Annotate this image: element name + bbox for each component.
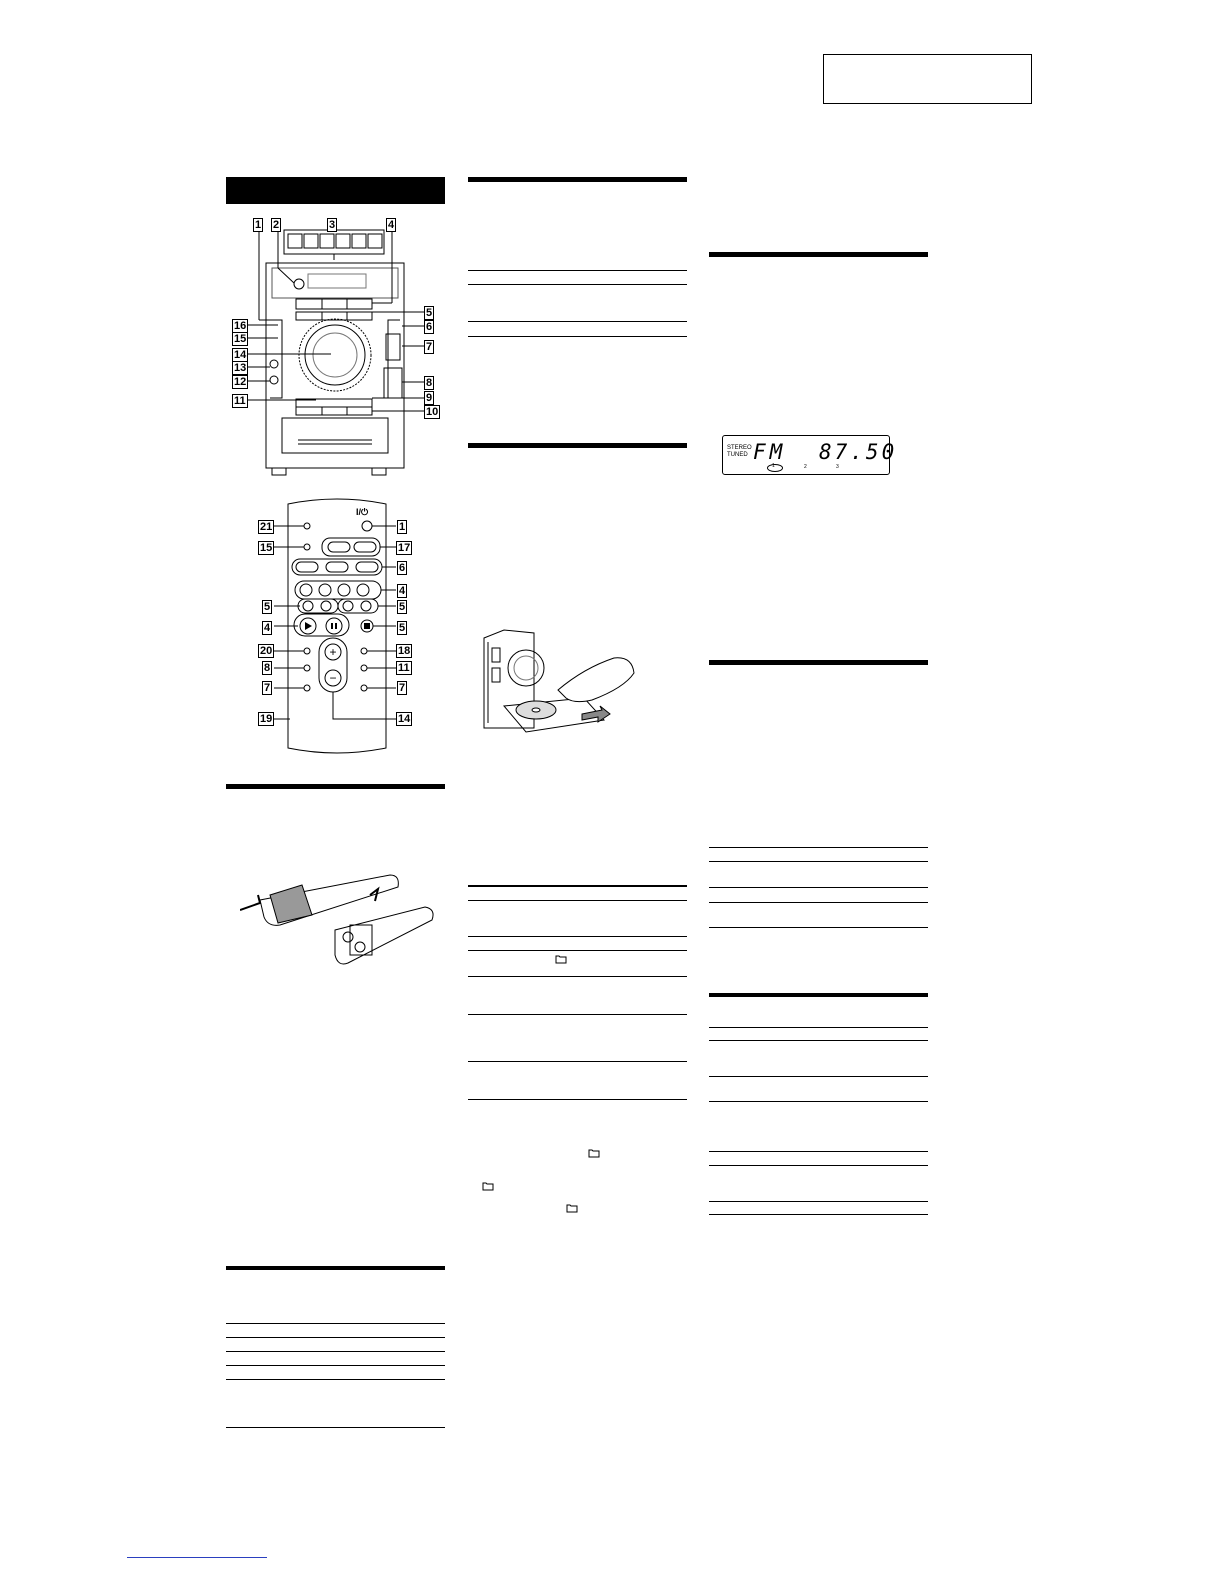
remote-callout-18: 18 [398,645,411,657]
remote-button [326,562,348,572]
top-button [288,234,302,248]
band-readout: FM [753,440,787,464]
callout-7: 7 [426,341,433,353]
callout-5: 5 [426,307,433,319]
pause-button [326,618,342,634]
frequency-readout: 87.50 [819,440,898,464]
remote-button [356,562,378,572]
volume-knob [305,325,365,385]
preset-mark-3: 3 [836,464,839,470]
remote-callout-14: 14 [398,713,411,725]
lower-buttons [296,407,372,415]
volume-minus-label: − [329,671,337,685]
preset-mark-2: 2 [804,464,807,470]
callout-9: 9 [426,392,433,404]
remote-callout-5: 5 [264,601,271,613]
callout-8: 8 [426,377,433,389]
folder-icon [482,1181,494,1191]
callout-15: 15 [234,333,247,345]
display-window [272,268,398,298]
front-panel-diagram [226,208,446,483]
remote-power-symbol: I/⏻ [356,507,369,517]
jack-13 [270,360,278,368]
tuned-indicator: TUNED [727,452,748,458]
top-button [368,234,382,248]
callout-10: 10 [426,406,439,418]
remote-callout-6: 6 [399,562,406,574]
preset-mark-1: 1 [772,463,775,469]
volume-knob-outer [299,319,371,391]
callout-12: 12 [234,376,247,388]
remote-callout-8: 8 [264,662,271,674]
callout-6: 6 [426,321,433,333]
remote-callout-21: 21 [260,521,273,533]
callout-4: 4 [388,219,395,231]
section-rule [709,993,928,997]
remote-callout-4: 4 [264,622,271,634]
battery-insert-illustration [240,865,440,975]
folder-icon [566,1203,578,1213]
remote-callout-11: 11 [398,662,410,674]
callout-16: 16 [234,320,247,332]
disc-tray-button [384,368,402,398]
footer-link[interactable] [127,1557,267,1558]
remote-callout-7: 7 [264,682,271,694]
callout-11: 11 [234,395,246,407]
top-button [320,234,334,248]
section-rule [709,660,928,665]
remote-callout-1: 1 [399,521,406,533]
remote-button [328,542,350,552]
callout-1: 1 [255,219,262,231]
section-rule [468,443,687,448]
volume-knob-center [313,333,357,377]
remote-callout-17: 17 [398,542,411,554]
top-button [304,234,318,248]
callout-13: 13 [234,362,247,374]
remote-button [296,562,318,572]
header-box [823,54,1032,104]
section-rule [226,784,445,789]
stereo-indicator: STEREO [727,445,752,451]
disc-tray-illustration [474,628,654,738]
remote-callout-5s: 5 [399,622,406,634]
jack-12 [270,376,278,384]
function-buttons [296,299,372,309]
power-button [294,279,304,289]
remote-callout-7r: 7 [399,682,406,694]
remote-callout-15: 15 [260,542,273,554]
lower-deck [282,418,388,453]
folder-icon [588,1148,600,1158]
callout-14: 14 [234,349,247,361]
remote-callout-20: 20 [260,645,273,657]
remote-control-diagram [250,498,420,758]
volume-plus-label: + [329,645,337,659]
remote-callout-19: 19 [260,713,273,725]
remote-callout-4r: 4 [399,585,406,597]
unit-body [266,263,404,468]
remote-callout-5r: 5 [399,601,406,613]
remote-power-button [362,521,372,531]
callout-2: 2 [273,219,280,231]
section-rule [709,252,928,257]
remote-button [354,542,376,552]
folder-icon [555,954,567,964]
section-title-bar [226,177,445,204]
tuner-display [722,435,898,475]
section-rule [468,177,687,182]
section-rule [226,1266,445,1270]
callout-3: 3 [329,219,336,231]
top-button [352,234,366,248]
top-button [336,234,350,248]
display-panel [308,274,366,288]
